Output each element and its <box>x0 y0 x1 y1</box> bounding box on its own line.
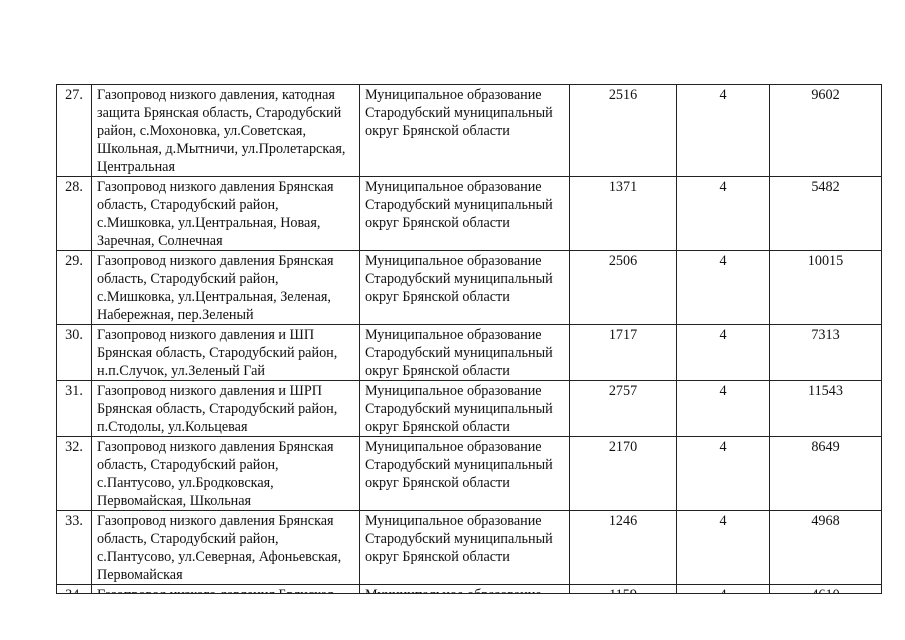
cost-value: 5482 <box>770 177 882 251</box>
table-row <box>57 437 882 511</box>
length-value: 1717 <box>570 325 677 381</box>
table-row <box>57 381 882 437</box>
cost-value: 10015 <box>770 251 882 325</box>
object-name: Газопровод низкого давления Брянская область, Стародубский район, с.Мишковка, ул.Центральная, Зеленая, Набережная, пер.Зеленый <box>92 251 360 325</box>
owner-name: Муниципальное образование Стародубский муниципальный округ Брянской области <box>360 251 570 325</box>
length-value: 2506 <box>570 251 677 325</box>
owner-name: Муниципальное образование Стародубский муниципальный округ Брянской области <box>360 325 570 381</box>
table-row <box>57 251 882 325</box>
length-value: 2757 <box>570 381 677 437</box>
class-value: 4 <box>677 325 770 381</box>
class-value: 4 <box>677 381 770 437</box>
class-value: 4 <box>677 511 770 585</box>
length-value: 1246 <box>570 511 677 585</box>
owner-name: Муниципальное образование Стародубский муниципальный округ Брянской области <box>360 381 570 437</box>
owner-name: Муниципальное образование Стародубский муниципальный округ Брянской области <box>360 437 570 511</box>
object-name: Газопровод низкого давления и ШРП Брянская область, Стародубский район, п.Стодолы, ул.Кольцевая <box>92 381 360 437</box>
table-body <box>57 85 882 623</box>
cost-value: 7313 <box>770 325 882 381</box>
row-number: 30. <box>57 325 92 381</box>
row-number: 32. <box>57 437 92 511</box>
length-value: 1371 <box>570 177 677 251</box>
table-row <box>57 325 882 381</box>
owner-name: Муниципальное образование Стародубский муниципальный округ Брянской области <box>360 85 570 177</box>
row-number: 29. <box>57 251 92 325</box>
page-bottom-margin <box>0 594 905 640</box>
class-value: 4 <box>677 85 770 177</box>
row-number: 28. <box>57 177 92 251</box>
object-name: Газопровод низкого давления Брянская область, Стародубский район, с.Мишковка, ул.Центральная, Новая, Заречная, Солнечная <box>92 177 360 251</box>
cost-value: 8649 <box>770 437 882 511</box>
table-row <box>57 177 882 251</box>
cost-value: 9602 <box>770 85 882 177</box>
table-row <box>57 85 882 177</box>
table-row <box>57 511 882 585</box>
row-number: 27. <box>57 85 92 177</box>
table-bottom-border <box>56 593 882 594</box>
class-value: 4 <box>677 437 770 511</box>
owner-name: Муниципальное образование Стародубский муниципальный округ Брянской области <box>360 511 570 585</box>
class-value: 4 <box>677 177 770 251</box>
owner-name: Муниципальное образование Стародубский муниципальный округ Брянской области <box>360 177 570 251</box>
length-value: 2516 <box>570 85 677 177</box>
object-name: Газопровод низкого давления Брянская область, Стародубский район, с.Пантусово, ул.Северная, Афоньевская, Первомайская <box>92 511 360 585</box>
object-name: Газопровод низкого давления, катодная защита Брянская область, Стародубский район, с.Мохоновка, ул.Советская, Школьная, д.Мытничи, ул.Пролетарская, Центральная <box>92 85 360 177</box>
object-name: Газопровод низкого давления и ШП Брянская область, Стародубский район, н.п.Случок, ул.Зеленый Гай <box>92 325 360 381</box>
class-value: 4 <box>677 251 770 325</box>
cost-value: 4968 <box>770 511 882 585</box>
length-value: 2170 <box>570 437 677 511</box>
cost-value: 11543 <box>770 381 882 437</box>
object-name: Газопровод низкого давления Брянская область, Стародубский район, с.Пантусово, ул.Бродковская, Первомайская, Школьная <box>92 437 360 511</box>
gas-pipeline-registry-table <box>56 84 882 623</box>
row-number: 33. <box>57 511 92 585</box>
row-number: 31. <box>57 381 92 437</box>
